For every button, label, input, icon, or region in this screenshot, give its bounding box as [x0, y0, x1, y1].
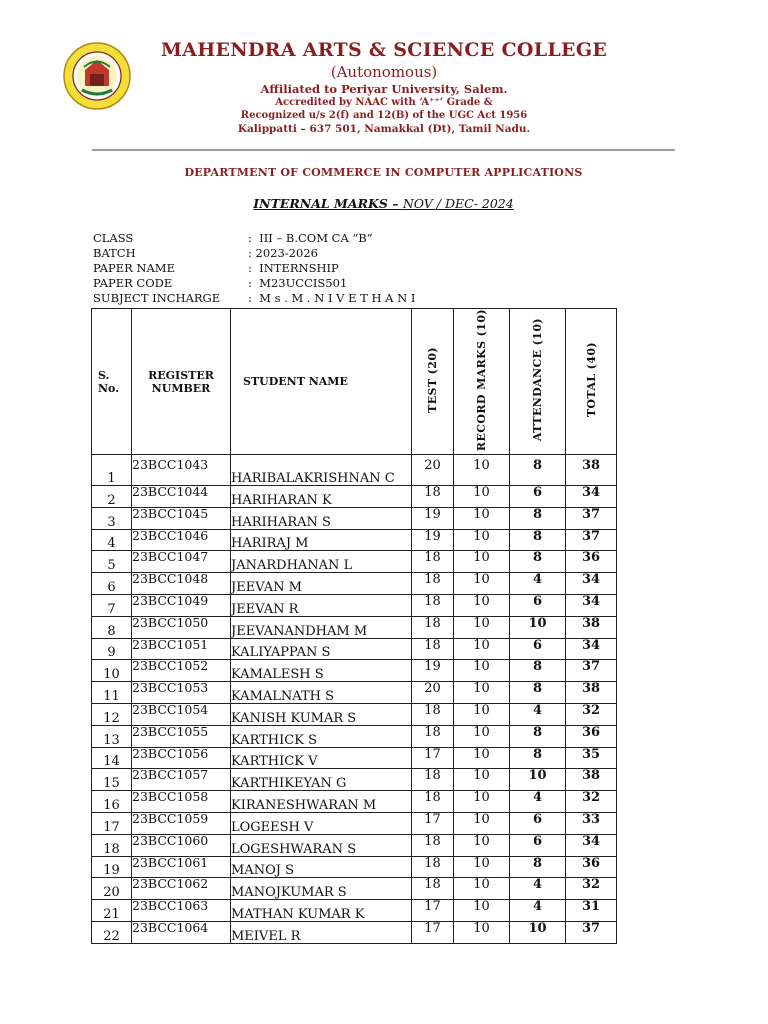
- marks-table: [91, 308, 617, 944]
- cell-test: 18: [412, 616, 454, 638]
- table-row: [92, 747, 617, 769]
- cell-test: 18: [412, 725, 454, 747]
- cell-sno: 8: [92, 616, 132, 638]
- cell-student-name: MEIVEL R: [231, 922, 412, 944]
- title-session: NOV / DEC- 2024: [402, 196, 514, 211]
- cell-record-marks: 10: [454, 900, 510, 922]
- header-register-number: REGISTER NUMBER: [132, 309, 231, 455]
- cell-attendance: 4: [510, 791, 566, 813]
- cell-record-marks: 10: [454, 455, 510, 486]
- table-row: [92, 856, 617, 878]
- table-row: [92, 813, 617, 835]
- cell-sno: 22: [92, 922, 132, 944]
- cell-student-name: JEEVAN R: [231, 595, 412, 617]
- cell-sno: 6: [92, 573, 132, 595]
- cell-sno: 3: [92, 507, 132, 529]
- cell-register-number: 23BCC1057: [132, 769, 231, 791]
- cell-total: 37: [566, 922, 617, 944]
- cell-attendance: 8: [510, 747, 566, 769]
- info-value: : 2023-2026: [248, 246, 318, 260]
- cell-sno: 20: [92, 878, 132, 900]
- address-line: Kalippatti – 637 501, Namakkal (Dt), Tamil Nadu.: [237, 123, 531, 135]
- cell-record-marks: 10: [454, 791, 510, 813]
- cell-register-number: 23BCC1053: [132, 682, 231, 704]
- cell-attendance: 8: [510, 507, 566, 529]
- cell-test: 18: [412, 791, 454, 813]
- cell-sno: 15: [92, 769, 132, 791]
- header-record-label: RECORD MARKS (10): [475, 309, 488, 452]
- cell-student-name: KAMALNATH S: [231, 682, 412, 704]
- header-total-label: TOTAL (40): [584, 342, 598, 418]
- title-main: INTERNAL MARKS –: [253, 196, 403, 211]
- cell-sno: 2: [92, 486, 132, 508]
- cell-test: 17: [412, 900, 454, 922]
- info-value: : M23UCCIS501: [248, 276, 348, 290]
- cell-sno: 9: [92, 638, 132, 660]
- cell-record-marks: 10: [454, 682, 510, 704]
- table-row: [92, 595, 617, 617]
- table-row: [92, 638, 617, 660]
- table-row: [92, 682, 617, 704]
- info-value: : III – B.COM CA “B”: [248, 231, 373, 245]
- info-row: [93, 276, 415, 291]
- cell-total: 32: [566, 704, 617, 726]
- info-value: : INTERNSHIP: [248, 261, 339, 275]
- table-row: [92, 616, 617, 638]
- cell-register-number: 23BCC1054: [132, 704, 231, 726]
- cell-student-name: HARIRAJ M: [231, 529, 412, 551]
- cell-test: 17: [412, 747, 454, 769]
- table-row: [92, 791, 617, 813]
- document-title: [92, 196, 675, 211]
- info-label: PAPER CODE: [93, 276, 173, 290]
- cell-record-marks: 10: [454, 922, 510, 944]
- accreditation-line: Accredited by NAAC with ‘A⁺⁺’ Grade &: [275, 97, 493, 108]
- cell-record-marks: 10: [454, 507, 510, 529]
- cell-student-name: JANARDHANAN L: [231, 551, 412, 573]
- info-label: PAPER NAME: [93, 261, 175, 275]
- header-attendance: [510, 309, 566, 455]
- header-student-name: STUDENT NAME: [231, 309, 412, 455]
- cell-total: 34: [566, 834, 617, 856]
- cell-register-number: 23BCC1046: [132, 529, 231, 551]
- cell-test: 18: [412, 551, 454, 573]
- table-row: [92, 573, 617, 595]
- recognition-line: Recognized u/s 2(f) and 12(B) of the UGC Act 1956: [240, 110, 528, 121]
- cell-sno: 11: [92, 682, 132, 704]
- table-row: [92, 922, 617, 944]
- cell-attendance: 4: [510, 900, 566, 922]
- cell-register-number: 23BCC1048: [132, 573, 231, 595]
- cell-record-marks: 10: [454, 725, 510, 747]
- cell-student-name: LOGEESH V: [231, 813, 412, 835]
- cell-register-number: 23BCC1051: [132, 638, 231, 660]
- info-row: [93, 246, 415, 261]
- cell-test: 18: [412, 638, 454, 660]
- cell-attendance: 6: [510, 486, 566, 508]
- cell-register-number: 23BCC1064: [132, 922, 231, 944]
- cell-total: 34: [566, 638, 617, 660]
- cell-sno: 12: [92, 704, 132, 726]
- cell-attendance: 4: [510, 704, 566, 726]
- cell-attendance: 6: [510, 834, 566, 856]
- cell-test: 20: [412, 682, 454, 704]
- cell-total: 37: [566, 660, 617, 682]
- cell-sno: 14: [92, 747, 132, 769]
- cell-student-name: KARTHICK V: [231, 747, 412, 769]
- cell-register-number: 23BCC1061: [132, 856, 231, 878]
- cell-total: 31: [566, 900, 617, 922]
- header-divider: [92, 149, 675, 151]
- cell-record-marks: 10: [454, 834, 510, 856]
- cell-register-number: 23BCC1052: [132, 660, 231, 682]
- cell-register-number: 23BCC1043: [132, 455, 231, 486]
- cell-sno: 18: [92, 834, 132, 856]
- cell-test: 19: [412, 529, 454, 551]
- cell-total: 37: [566, 529, 617, 551]
- cell-student-name: KALIYAPPAN S: [231, 638, 412, 660]
- cell-record-marks: 10: [454, 856, 510, 878]
- info-label: CLASS: [93, 231, 134, 245]
- cell-attendance: 10: [510, 769, 566, 791]
- cell-student-name: KIRANESHWARAN M: [231, 791, 412, 813]
- cell-register-number: 23BCC1063: [132, 900, 231, 922]
- cell-test: 18: [412, 769, 454, 791]
- marks-table-body: [92, 455, 617, 944]
- cell-total: 32: [566, 878, 617, 900]
- cell-total: 36: [566, 551, 617, 573]
- cell-register-number: 23BCC1055: [132, 725, 231, 747]
- cell-attendance: 8: [510, 856, 566, 878]
- cell-register-number: 23BCC1047: [132, 551, 231, 573]
- header-test-label: TEST (20): [426, 347, 439, 413]
- cell-total: 33: [566, 813, 617, 835]
- cell-sno: 13: [92, 725, 132, 747]
- cell-total: 38: [566, 769, 617, 791]
- cell-total: 38: [566, 616, 617, 638]
- cell-attendance: 6: [510, 638, 566, 660]
- cell-attendance: 8: [510, 455, 566, 486]
- cell-student-name: HARIHARAN S: [231, 507, 412, 529]
- cell-record-marks: 10: [454, 529, 510, 551]
- cell-register-number: 23BCC1045: [132, 507, 231, 529]
- cell-register-number: 23BCC1058: [132, 791, 231, 813]
- cell-student-name: KARTHICK S: [231, 725, 412, 747]
- cell-student-name: LOGESHWARAN S: [231, 834, 412, 856]
- header-attendance-label: ATTENDANCE (10): [531, 318, 544, 442]
- cell-attendance: 8: [510, 660, 566, 682]
- cell-student-name: JEEVAN M: [231, 573, 412, 595]
- cell-test: 17: [412, 922, 454, 944]
- cell-attendance: 6: [510, 813, 566, 835]
- table-row: [92, 900, 617, 922]
- cell-student-name: KAMALESH S: [231, 660, 412, 682]
- header-total: [566, 309, 617, 455]
- header-test: [412, 309, 454, 455]
- cell-attendance: 8: [510, 529, 566, 551]
- cell-sno: 7: [92, 595, 132, 617]
- cell-record-marks: 10: [454, 616, 510, 638]
- cell-student-name: MATHAN KUMAR K: [231, 900, 412, 922]
- cell-record-marks: 10: [454, 878, 510, 900]
- cell-total: 36: [566, 856, 617, 878]
- cell-record-marks: 10: [454, 747, 510, 769]
- cell-sno: 4: [92, 529, 132, 551]
- table-row: [92, 660, 617, 682]
- header-sno: S. No.: [92, 309, 132, 455]
- table-row: [92, 769, 617, 791]
- cell-attendance: 8: [510, 682, 566, 704]
- info-row: [93, 291, 415, 306]
- cell-test: 18: [412, 856, 454, 878]
- cell-record-marks: 10: [454, 813, 510, 835]
- cell-student-name: MANOJ S: [231, 856, 412, 878]
- cell-register-number: 23BCC1062: [132, 878, 231, 900]
- cell-record-marks: 10: [454, 638, 510, 660]
- college-logo: [62, 40, 132, 112]
- table-row: [92, 704, 617, 726]
- cell-sno: 17: [92, 813, 132, 835]
- cell-student-name: JEEVANANDHAM M: [231, 616, 412, 638]
- cell-test: 19: [412, 660, 454, 682]
- cell-sno: 16: [92, 791, 132, 813]
- cell-total: 38: [566, 455, 617, 486]
- cell-attendance: 8: [510, 725, 566, 747]
- cell-test: 18: [412, 486, 454, 508]
- table-row: [92, 507, 617, 529]
- cell-test: 18: [412, 704, 454, 726]
- table-header-row: [92, 309, 617, 455]
- cell-test: 20: [412, 455, 454, 486]
- table-row: [92, 486, 617, 508]
- header-record-marks: [454, 309, 510, 455]
- cell-total: 34: [566, 573, 617, 595]
- cell-test: 19: [412, 507, 454, 529]
- cell-attendance: 6: [510, 595, 566, 617]
- cell-test: 18: [412, 878, 454, 900]
- info-value: : M s . M . N I V E T H A N I: [248, 291, 416, 305]
- cell-sno: 5: [92, 551, 132, 573]
- cell-attendance: 8: [510, 551, 566, 573]
- info-label: BATCH: [93, 246, 136, 260]
- cell-record-marks: 10: [454, 660, 510, 682]
- info-label: SUBJECT INCHARGE: [93, 291, 221, 305]
- cell-register-number: 23BCC1044: [132, 486, 231, 508]
- table-row: [92, 725, 617, 747]
- cell-student-name: MANOJKUMAR S: [231, 878, 412, 900]
- cell-total: 32: [566, 791, 617, 813]
- cell-attendance: 4: [510, 878, 566, 900]
- cell-record-marks: 10: [454, 486, 510, 508]
- info-row: [93, 261, 415, 276]
- cell-record-marks: 10: [454, 595, 510, 617]
- college-status: (Autonomous): [330, 63, 438, 81]
- cell-register-number: 23BCC1056: [132, 747, 231, 769]
- cell-student-name: HARIBALAKRISHNAN C: [231, 455, 412, 486]
- cell-record-marks: 10: [454, 704, 510, 726]
- table-row: [92, 455, 617, 486]
- cell-sno: 1: [92, 455, 132, 486]
- department-name: DEPARTMENT OF COMMERCE IN COMPUTER APPLICATIONS: [184, 166, 583, 179]
- cell-test: 18: [412, 573, 454, 595]
- cell-attendance: 10: [510, 616, 566, 638]
- college-name: MAHENDRA ARTS & SCIENCE COLLEGE: [160, 39, 608, 61]
- cell-total: 38: [566, 682, 617, 704]
- cell-test: 18: [412, 834, 454, 856]
- cell-student-name: KANISH KUMAR S: [231, 704, 412, 726]
- cell-test: 17: [412, 813, 454, 835]
- cell-sno: 10: [92, 660, 132, 682]
- cell-sno: 19: [92, 856, 132, 878]
- cell-sno: 21: [92, 900, 132, 922]
- cell-attendance: 4: [510, 573, 566, 595]
- cell-student-name: KARTHIKEYAN G: [231, 769, 412, 791]
- cell-register-number: 23BCC1049: [132, 595, 231, 617]
- cell-total: 37: [566, 507, 617, 529]
- course-info: [93, 231, 415, 306]
- cell-register-number: 23BCC1059: [132, 813, 231, 835]
- cell-register-number: 23BCC1050: [132, 616, 231, 638]
- info-row: [93, 231, 415, 246]
- table-row: [92, 529, 617, 551]
- affiliation-line: Affiliated to Periyar University, Salem.: [260, 82, 508, 96]
- cell-total: 34: [566, 595, 617, 617]
- cell-record-marks: 10: [454, 551, 510, 573]
- table-row: [92, 551, 617, 573]
- table-row: [92, 834, 617, 856]
- cell-record-marks: 10: [454, 769, 510, 791]
- cell-total: 36: [566, 725, 617, 747]
- cell-record-marks: 10: [454, 573, 510, 595]
- cell-register-number: 23BCC1060: [132, 834, 231, 856]
- table-row: [92, 878, 617, 900]
- cell-student-name: HARIHARAN K: [231, 486, 412, 508]
- cell-total: 35: [566, 747, 617, 769]
- cell-attendance: 10: [510, 922, 566, 944]
- cell-total: 34: [566, 486, 617, 508]
- cell-test: 18: [412, 595, 454, 617]
